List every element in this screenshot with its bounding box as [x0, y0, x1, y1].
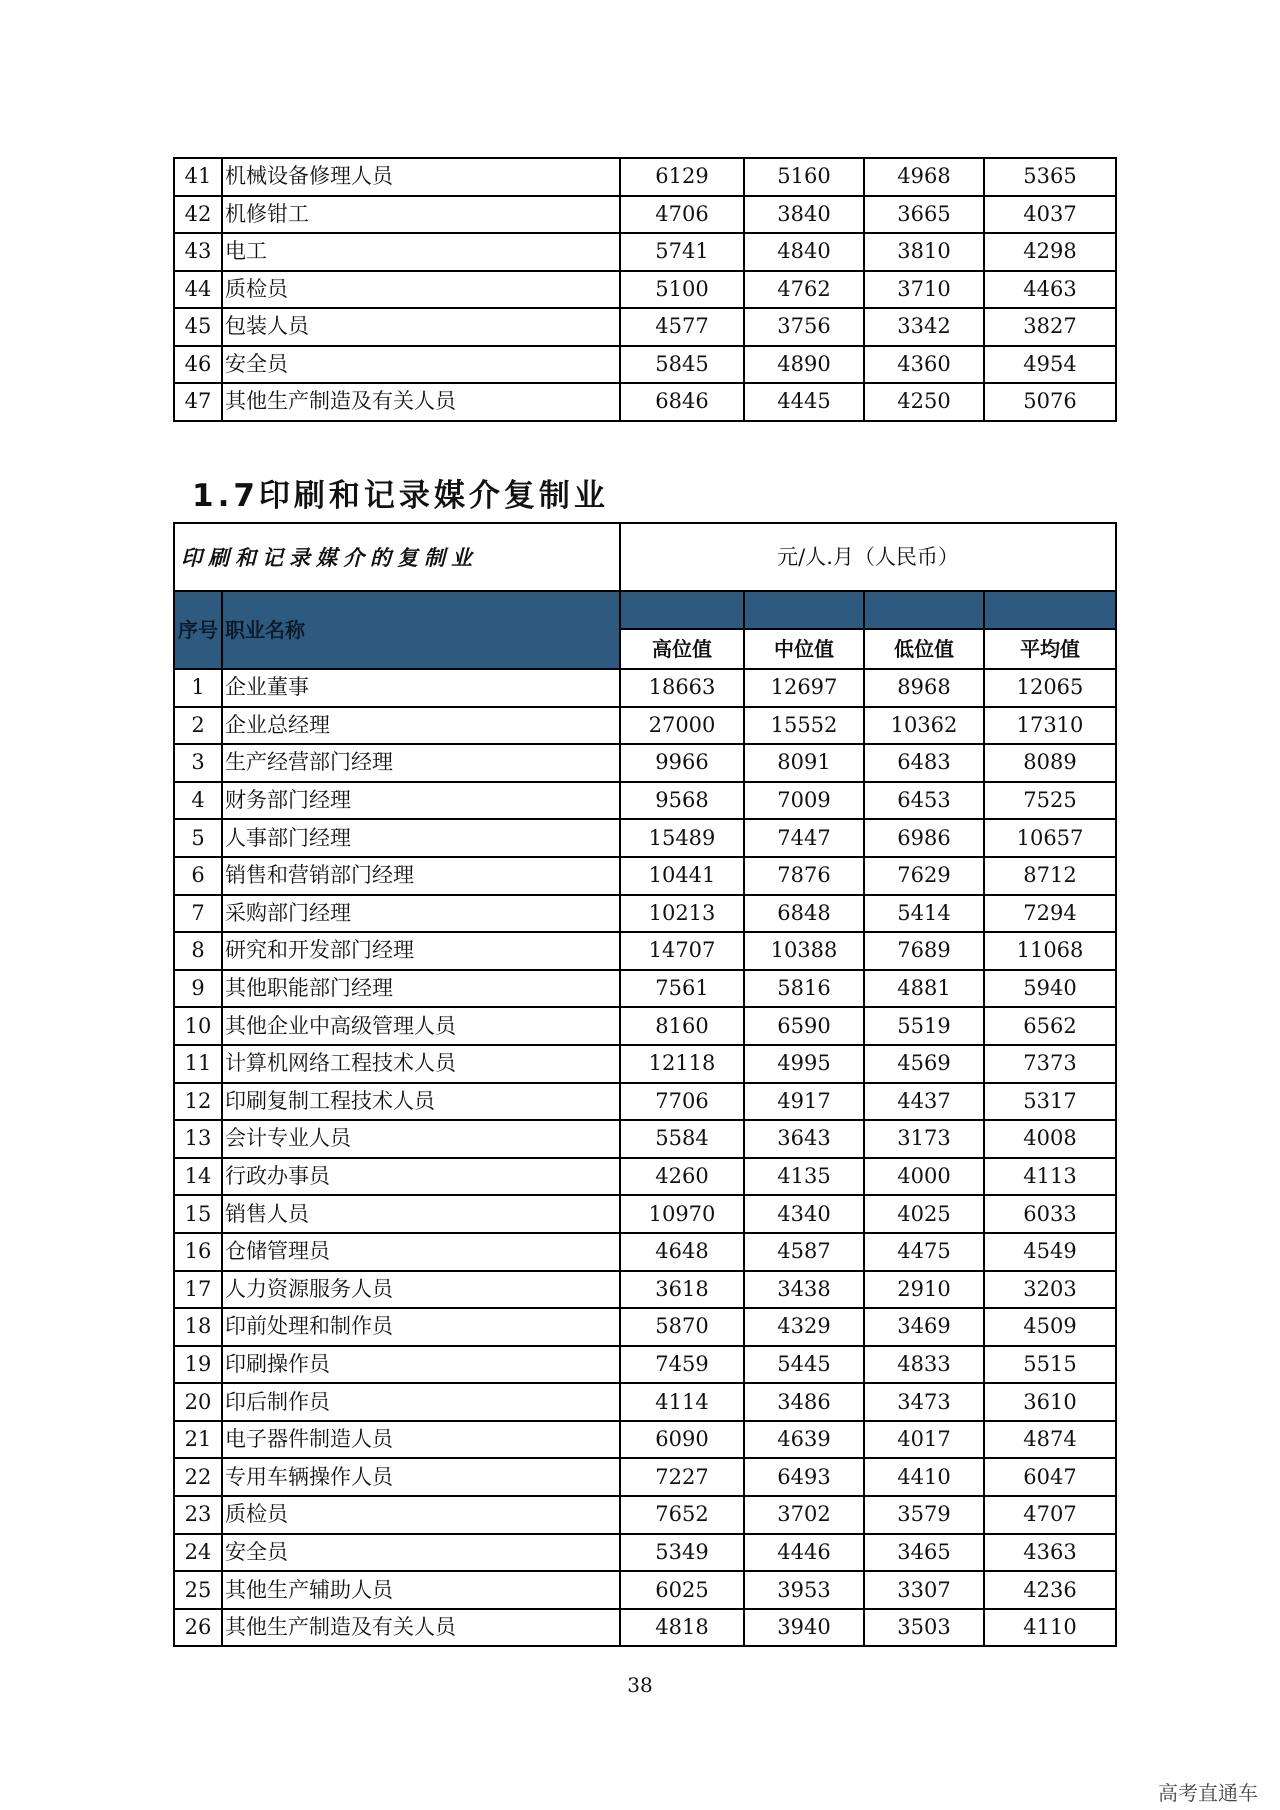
- occupation-name: 其他企业中高级管理人员: [222, 1007, 620, 1045]
- seq-cell: 14: [174, 1158, 222, 1196]
- low-value: 3173: [864, 1120, 984, 1158]
- table-row: [174, 744, 1116, 782]
- table-row: [174, 1083, 1116, 1121]
- median-value: 7009: [744, 782, 864, 820]
- median-value: 3702: [744, 1496, 864, 1534]
- low-value: 10362: [864, 707, 984, 745]
- median-value: 4890: [744, 346, 864, 384]
- median-value-header: 中位值: [744, 629, 864, 669]
- median-value: 6493: [744, 1458, 864, 1496]
- seq-cell: 23: [174, 1496, 222, 1534]
- occupation-name: 安全员: [222, 1534, 620, 1572]
- average-value: 4463: [984, 271, 1116, 309]
- low-value: 4968: [864, 158, 984, 196]
- occupation-name: 印刷复制工程技术人员: [222, 1083, 620, 1121]
- table-row: [174, 1496, 1116, 1534]
- occupation-name: 仓储管理员: [222, 1233, 620, 1271]
- occupation-name: 机修钳工: [222, 196, 620, 234]
- high-value: 15489: [620, 819, 744, 857]
- table-row: [174, 1383, 1116, 1421]
- seq-cell: 8: [174, 932, 222, 970]
- table-row: [174, 1045, 1116, 1083]
- occupation-name: 安全员: [222, 346, 620, 384]
- table-row: [174, 233, 1116, 271]
- high-value: 4706: [620, 196, 744, 234]
- median-value: 4639: [744, 1421, 864, 1459]
- high-value: 7652: [620, 1496, 744, 1534]
- header-band: [620, 591, 744, 629]
- low-value: 4017: [864, 1421, 984, 1459]
- median-value: 4762: [744, 271, 864, 309]
- table-row: [174, 1120, 1116, 1158]
- seq-cell: 18: [174, 1308, 222, 1346]
- average-value: 4113: [984, 1158, 1116, 1196]
- seq-cell: 42: [174, 196, 222, 234]
- low-value: 3469: [864, 1308, 984, 1346]
- occupation-name: 电子器件制造人员: [222, 1421, 620, 1459]
- occupation-name: 其他职能部门经理: [222, 970, 620, 1008]
- average-value: 4298: [984, 233, 1116, 271]
- table-row: [174, 158, 1116, 196]
- low-value: 3465: [864, 1534, 984, 1572]
- average-value: 5317: [984, 1083, 1116, 1121]
- seq-cell: 15: [174, 1195, 222, 1233]
- occupation-name: 包装人员: [222, 308, 620, 346]
- average-value-header: 平均值: [984, 629, 1116, 669]
- seq-cell: 4: [174, 782, 222, 820]
- high-value: 10970: [620, 1195, 744, 1233]
- high-value: 7706: [620, 1083, 744, 1121]
- high-value: 5845: [620, 346, 744, 384]
- seq-cell: 25: [174, 1571, 222, 1609]
- low-value: 4000: [864, 1158, 984, 1196]
- seq-cell: 45: [174, 308, 222, 346]
- median-value: 10388: [744, 932, 864, 970]
- average-value: 6562: [984, 1007, 1116, 1045]
- occupation-name: 机械设备修理人员: [222, 158, 620, 196]
- seq-cell: 21: [174, 1421, 222, 1459]
- low-value: 4250: [864, 383, 984, 421]
- high-value: 5100: [620, 271, 744, 309]
- table-row: [174, 308, 1116, 346]
- high-value: 4577: [620, 308, 744, 346]
- table-row: [174, 782, 1116, 820]
- low-value: 3810: [864, 233, 984, 271]
- low-value: 7689: [864, 932, 984, 970]
- high-value: 4260: [620, 1158, 744, 1196]
- high-value: 18663: [620, 669, 744, 707]
- average-value: 10657: [984, 819, 1116, 857]
- seq-cell: 12: [174, 1083, 222, 1121]
- occupation-name: 人事部门经理: [222, 819, 620, 857]
- high-value: 5741: [620, 233, 744, 271]
- table-row: [174, 1534, 1116, 1572]
- low-value: 4569: [864, 1045, 984, 1083]
- seq-cell: 6: [174, 857, 222, 895]
- table-row: [174, 346, 1116, 384]
- median-value: 4840: [744, 233, 864, 271]
- table-row: [174, 1233, 1116, 1271]
- median-value: 4995: [744, 1045, 864, 1083]
- average-value: 7525: [984, 782, 1116, 820]
- table-row: [174, 383, 1116, 421]
- table-row: [174, 1007, 1116, 1045]
- seq-cell: 26: [174, 1609, 222, 1647]
- occupation-name: 质检员: [222, 1496, 620, 1534]
- low-value: 3579: [864, 1496, 984, 1534]
- low-value: 6453: [864, 782, 984, 820]
- low-value: 2910: [864, 1271, 984, 1309]
- occupation-name: 财务部门经理: [222, 782, 620, 820]
- high-value: 8160: [620, 1007, 744, 1045]
- median-value: 6590: [744, 1007, 864, 1045]
- seq-cell: 16: [174, 1233, 222, 1271]
- seq-cell: 10: [174, 1007, 222, 1045]
- median-value: 7876: [744, 857, 864, 895]
- average-value: 4954: [984, 346, 1116, 384]
- median-value: 3643: [744, 1120, 864, 1158]
- low-value: 4025: [864, 1195, 984, 1233]
- high-value: 4818: [620, 1609, 744, 1647]
- seq-cell: 46: [174, 346, 222, 384]
- high-value: 3618: [620, 1271, 744, 1309]
- median-value: 5445: [744, 1346, 864, 1384]
- occupation-name: 行政办事员: [222, 1158, 620, 1196]
- seq-cell: 24: [174, 1534, 222, 1572]
- seq-cell: 43: [174, 233, 222, 271]
- industry-header: 印刷和记录媒介的复制业: [174, 523, 620, 591]
- unit-header: 元/人.月（人民币）: [620, 523, 1116, 591]
- median-value: 4446: [744, 1534, 864, 1572]
- high-value: 27000: [620, 707, 744, 745]
- median-value: 6848: [744, 895, 864, 933]
- low-value: 4360: [864, 346, 984, 384]
- seq-cell: 41: [174, 158, 222, 196]
- low-value: 3710: [864, 271, 984, 309]
- median-value: 3756: [744, 308, 864, 346]
- average-value: 3203: [984, 1271, 1116, 1309]
- low-value: 4475: [864, 1233, 984, 1271]
- section-title: 1.7印刷和记录媒介复制业: [192, 478, 609, 514]
- low-value: 6483: [864, 744, 984, 782]
- header-band: [864, 591, 984, 629]
- high-value: 7227: [620, 1458, 744, 1496]
- occupation-name: 研究和开发部门经理: [222, 932, 620, 970]
- high-value: 12118: [620, 1045, 744, 1083]
- average-value: 4549: [984, 1233, 1116, 1271]
- high-value: 4648: [620, 1233, 744, 1271]
- low-value: 3503: [864, 1609, 984, 1647]
- occupation-name: 计算机网络工程技术人员: [222, 1045, 620, 1083]
- average-value: 5365: [984, 158, 1116, 196]
- average-value: 7373: [984, 1045, 1116, 1083]
- seq-column-header: 序号: [174, 591, 222, 669]
- average-value: 6033: [984, 1195, 1116, 1233]
- table-row: [174, 1271, 1116, 1309]
- occupation-name: 其他生产辅助人员: [222, 1571, 620, 1609]
- average-value: 4236: [984, 1571, 1116, 1609]
- seq-cell: 13: [174, 1120, 222, 1158]
- table-row: [174, 1158, 1116, 1196]
- low-value: 4437: [864, 1083, 984, 1121]
- occupation-name: 采购部门经理: [222, 895, 620, 933]
- table-row: [174, 819, 1116, 857]
- watermark: 高考直通车: [1158, 1781, 1258, 1805]
- high-value: 5349: [620, 1534, 744, 1572]
- seq-cell: 22: [174, 1458, 222, 1496]
- low-value: 8968: [864, 669, 984, 707]
- seq-cell: 5: [174, 819, 222, 857]
- median-value: 3438: [744, 1271, 864, 1309]
- occupation-name: 电工: [222, 233, 620, 271]
- average-value: 17310: [984, 707, 1116, 745]
- low-value: 3473: [864, 1383, 984, 1421]
- occupation-name: 印后制作员: [222, 1383, 620, 1421]
- average-value: 4707: [984, 1496, 1116, 1534]
- median-value: 4445: [744, 383, 864, 421]
- high-value: 4114: [620, 1383, 744, 1421]
- table-row: [174, 895, 1116, 933]
- high-value: 9568: [620, 782, 744, 820]
- average-value: 8089: [984, 744, 1116, 782]
- median-value: 8091: [744, 744, 864, 782]
- average-value: 4509: [984, 1308, 1116, 1346]
- low-value: 4881: [864, 970, 984, 1008]
- median-value: 12697: [744, 669, 864, 707]
- low-value: 6986: [864, 819, 984, 857]
- high-value: 7561: [620, 970, 744, 1008]
- seq-cell: 9: [174, 970, 222, 1008]
- printing-salary-table-body: [174, 669, 1116, 1646]
- high-value: 5584: [620, 1120, 744, 1158]
- median-value: 15552: [744, 707, 864, 745]
- seq-cell: 2: [174, 707, 222, 745]
- occupation-name: 专用车辆操作人员: [222, 1458, 620, 1496]
- average-value: 4363: [984, 1534, 1116, 1572]
- occupation-name: 人力资源服务人员: [222, 1271, 620, 1309]
- occupation-column-header: 职业名称: [222, 591, 620, 669]
- occupation-name: 印前处理和制作员: [222, 1308, 620, 1346]
- occupation-name: 会计专业人员: [222, 1120, 620, 1158]
- average-value: 4037: [984, 196, 1116, 234]
- table-row: [174, 669, 1116, 707]
- median-value: 4329: [744, 1308, 864, 1346]
- median-value: 5816: [744, 970, 864, 1008]
- average-value: 12065: [984, 669, 1116, 707]
- header-band: [984, 591, 1116, 629]
- median-value: 3940: [744, 1609, 864, 1647]
- median-value: 4340: [744, 1195, 864, 1233]
- salary-table-continued: [173, 157, 1117, 422]
- average-value: 3610: [984, 1383, 1116, 1421]
- high-value: 6129: [620, 158, 744, 196]
- median-value: 5160: [744, 158, 864, 196]
- table-row: [174, 1346, 1116, 1384]
- average-value: 3827: [984, 308, 1116, 346]
- low-value: 5414: [864, 895, 984, 933]
- header-band: [744, 591, 864, 629]
- low-value: 4833: [864, 1346, 984, 1384]
- average-value: 4874: [984, 1421, 1116, 1459]
- high-value: 6025: [620, 1571, 744, 1609]
- table-row: [174, 707, 1116, 745]
- high-value: 10213: [620, 895, 744, 933]
- table-row: [174, 1308, 1116, 1346]
- high-value: 7459: [620, 1346, 744, 1384]
- average-value: 7294: [984, 895, 1116, 933]
- seq-cell: 17: [174, 1271, 222, 1309]
- high-value: 9966: [620, 744, 744, 782]
- average-value: 4008: [984, 1120, 1116, 1158]
- occupation-name: 其他生产制造及有关人员: [222, 383, 620, 421]
- average-value: 11068: [984, 932, 1116, 970]
- table-row: [174, 271, 1116, 309]
- seq-cell: 19: [174, 1346, 222, 1384]
- high-value-header: 高位值: [620, 629, 744, 669]
- average-value: 8712: [984, 857, 1116, 895]
- occupation-name: 质检员: [222, 271, 620, 309]
- seq-cell: 1: [174, 669, 222, 707]
- seq-cell: 44: [174, 271, 222, 309]
- low-value: 3342: [864, 308, 984, 346]
- table-row: [174, 932, 1116, 970]
- table-row: [174, 1195, 1116, 1233]
- high-value: 6090: [620, 1421, 744, 1459]
- printing-salary-table: [173, 522, 1117, 1647]
- median-value: 3840: [744, 196, 864, 234]
- median-value: 3486: [744, 1383, 864, 1421]
- seq-cell: 20: [174, 1383, 222, 1421]
- low-value-header: 低位值: [864, 629, 984, 669]
- table-row: [174, 1609, 1116, 1647]
- table-row: [174, 1458, 1116, 1496]
- average-value: 6047: [984, 1458, 1116, 1496]
- occupation-name: 其他生产制造及有关人员: [222, 1609, 620, 1647]
- average-value: 5940: [984, 970, 1116, 1008]
- occupation-name: 企业总经理: [222, 707, 620, 745]
- high-value: 10441: [620, 857, 744, 895]
- salary-table-continued-body: [174, 158, 1116, 421]
- low-value: 4410: [864, 1458, 984, 1496]
- occupation-name: 销售和营销部门经理: [222, 857, 620, 895]
- table-row: [174, 970, 1116, 1008]
- low-value: 3665: [864, 196, 984, 234]
- average-value: 4110: [984, 1609, 1116, 1647]
- median-value: 3953: [744, 1571, 864, 1609]
- seq-cell: 11: [174, 1045, 222, 1083]
- table-row: [174, 857, 1116, 895]
- low-value: 5519: [864, 1007, 984, 1045]
- seq-cell: 47: [174, 383, 222, 421]
- seq-cell: 7: [174, 895, 222, 933]
- occupation-name: 企业董事: [222, 669, 620, 707]
- occupation-name: 生产经营部门经理: [222, 744, 620, 782]
- low-value: 7629: [864, 857, 984, 895]
- low-value: 3307: [864, 1571, 984, 1609]
- average-value: 5076: [984, 383, 1116, 421]
- high-value: 5870: [620, 1308, 744, 1346]
- table-row: [174, 196, 1116, 234]
- high-value: 14707: [620, 932, 744, 970]
- high-value: 6846: [620, 383, 744, 421]
- seq-cell: 3: [174, 744, 222, 782]
- occupation-name: 销售人员: [222, 1195, 620, 1233]
- occupation-name: 印刷操作员: [222, 1346, 620, 1384]
- median-value: 4135: [744, 1158, 864, 1196]
- average-value: 5515: [984, 1346, 1116, 1384]
- median-value: 4917: [744, 1083, 864, 1121]
- median-value: 4587: [744, 1233, 864, 1271]
- page-number: 38: [627, 1673, 653, 1697]
- median-value: 7447: [744, 819, 864, 857]
- table-row: [174, 1571, 1116, 1609]
- table-row: [174, 1421, 1116, 1459]
